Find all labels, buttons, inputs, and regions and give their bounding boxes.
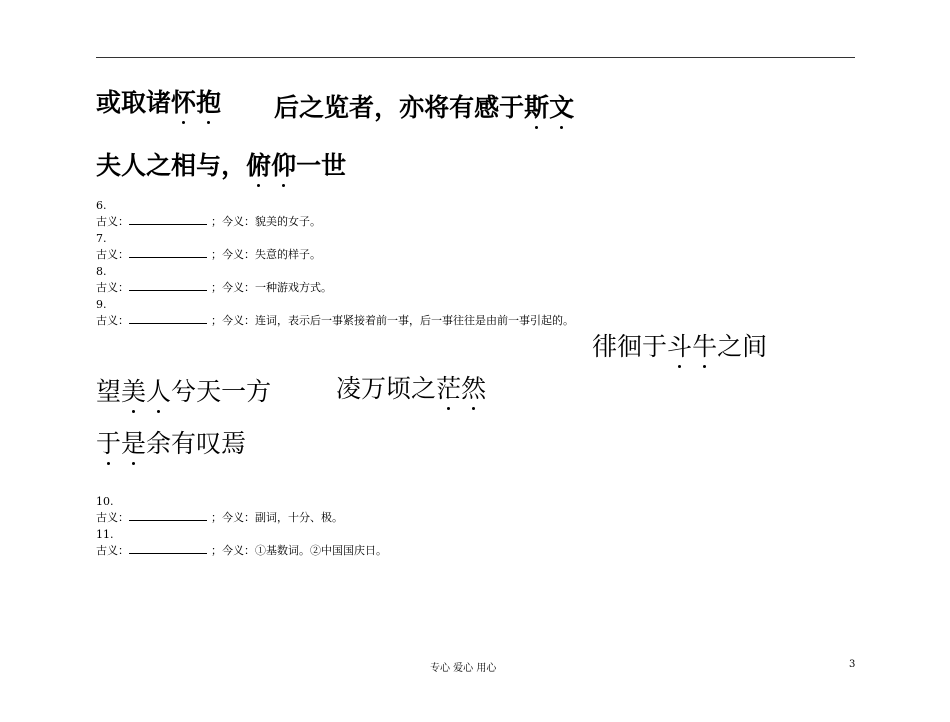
item-ancient-label: 古义： xyxy=(96,511,129,524)
phrase-char: 于 xyxy=(642,332,668,361)
item-number: 11. xyxy=(96,528,114,541)
emphasized-char: 俯 xyxy=(246,151,272,180)
item-7 xyxy=(96,231,321,263)
phrase-char: 诸 xyxy=(146,88,172,117)
phrase-6 xyxy=(336,376,486,401)
emphasized-char: 然 xyxy=(461,374,487,403)
phrase-char: 焉 xyxy=(221,429,247,458)
phrase-char: 后 xyxy=(274,93,300,122)
phrase-char: 叹 xyxy=(196,429,222,458)
emphasized-char: 茫 xyxy=(436,374,462,403)
phrase-char: 之 xyxy=(717,332,743,361)
phrase-7 xyxy=(96,431,246,456)
emphasized-char: 牛 xyxy=(692,332,718,361)
phrase-char: 之 xyxy=(299,93,325,122)
item-number: 7. xyxy=(96,232,107,245)
phrase-5 xyxy=(96,379,271,404)
item-modern-meaning: ；今义：貌美的女子。 xyxy=(211,215,321,228)
answer-blank[interactable] xyxy=(129,510,207,521)
item-number: 6. xyxy=(96,199,107,212)
phrase-char: 者 xyxy=(349,93,375,122)
phrase-char: 徘 xyxy=(592,332,618,361)
phrase-char: ， xyxy=(374,93,400,122)
phrase-char: 间 xyxy=(742,332,768,361)
answer-blank[interactable] xyxy=(129,543,207,554)
emphasized-char: 怀 xyxy=(171,88,197,117)
item-6 xyxy=(96,198,321,230)
item-10 xyxy=(96,494,343,526)
phrase-4 xyxy=(592,334,767,359)
answer-blank[interactable] xyxy=(129,247,207,258)
emphasized-char: 斯 xyxy=(524,93,550,122)
footer-slogan: 专心 爱心 用心 xyxy=(430,663,497,674)
phrase-char: 天 xyxy=(196,377,222,406)
phrase-char: 之 xyxy=(411,374,437,403)
phrase-char: ， xyxy=(221,151,247,180)
phrase-char: 夫 xyxy=(96,151,122,180)
item-8 xyxy=(96,264,332,296)
emphasized-char: 文 xyxy=(549,93,575,122)
item-number: 10. xyxy=(96,495,114,508)
item-9 xyxy=(96,297,574,329)
item-ancient-label: 古义： xyxy=(96,314,129,327)
phrase-char: 览 xyxy=(324,93,350,122)
phrase-char: 感 xyxy=(474,93,500,122)
phrase-char: 顷 xyxy=(386,374,412,403)
phrase-char: 或 xyxy=(96,88,122,117)
item-modern-meaning: ；今义：副词，十分、极。 xyxy=(211,511,343,524)
phrase-3 xyxy=(96,153,346,178)
phrase-char: 一 xyxy=(221,377,247,406)
item-modern-meaning: ；今义：①基数词。②中国国庆日。 xyxy=(211,544,387,557)
phrase-char: 方 xyxy=(246,377,272,406)
answer-blank[interactable] xyxy=(129,280,207,291)
item-number: 9. xyxy=(96,298,107,311)
emphasized-char: 仰 xyxy=(271,151,297,180)
phrase-1 xyxy=(96,90,221,115)
phrase-char: 万 xyxy=(361,374,387,403)
phrase-char: 之 xyxy=(146,151,172,180)
item-modern-meaning: ；今义：连词，表示后一事紧接着前一事，后一事往往是由前一事引起的。 xyxy=(211,314,574,327)
phrase-char: 有 xyxy=(449,93,475,122)
item-number: 8. xyxy=(96,265,107,278)
phrase-char: 一 xyxy=(296,151,322,180)
phrase-char: 余 xyxy=(146,429,172,458)
answer-blank[interactable] xyxy=(129,214,207,225)
emphasized-char: 美 xyxy=(121,377,147,406)
item-ancient-label: 古义： xyxy=(96,281,129,294)
phrase-char: 徊 xyxy=(617,332,643,361)
phrase-char: 与 xyxy=(196,151,222,180)
item-modern-meaning: ；今义：失意的样子。 xyxy=(211,248,321,261)
answer-blank[interactable] xyxy=(129,313,207,324)
phrase-char: 凌 xyxy=(336,374,362,403)
phrase-char: 于 xyxy=(499,93,525,122)
phrase-char: 望 xyxy=(96,377,122,406)
phrase-char: 世 xyxy=(321,151,347,180)
emphasized-char: 于 xyxy=(96,429,122,458)
emphasized-char: 是 xyxy=(121,429,147,458)
emphasized-char: 人 xyxy=(146,377,172,406)
header-rule xyxy=(96,57,855,58)
phrase-char: 相 xyxy=(171,151,197,180)
phrase-2 xyxy=(274,95,574,120)
phrase-char: 有 xyxy=(171,429,197,458)
phrase-char: 取 xyxy=(121,88,147,117)
phrase-char: 人 xyxy=(121,151,147,180)
page-number: 3 xyxy=(849,659,856,670)
item-ancient-label: 古义： xyxy=(96,248,129,261)
emphasized-char: 抱 xyxy=(196,88,222,117)
phrase-char: 将 xyxy=(424,93,450,122)
item-ancient-label: 古义： xyxy=(96,215,129,228)
phrase-char: 亦 xyxy=(399,93,425,122)
item-11 xyxy=(96,527,387,559)
emphasized-char: 斗 xyxy=(667,332,693,361)
item-modern-meaning: ；今义：一种游戏方式。 xyxy=(211,281,332,294)
phrase-char: 兮 xyxy=(171,377,197,406)
item-ancient-label: 古义： xyxy=(96,544,129,557)
